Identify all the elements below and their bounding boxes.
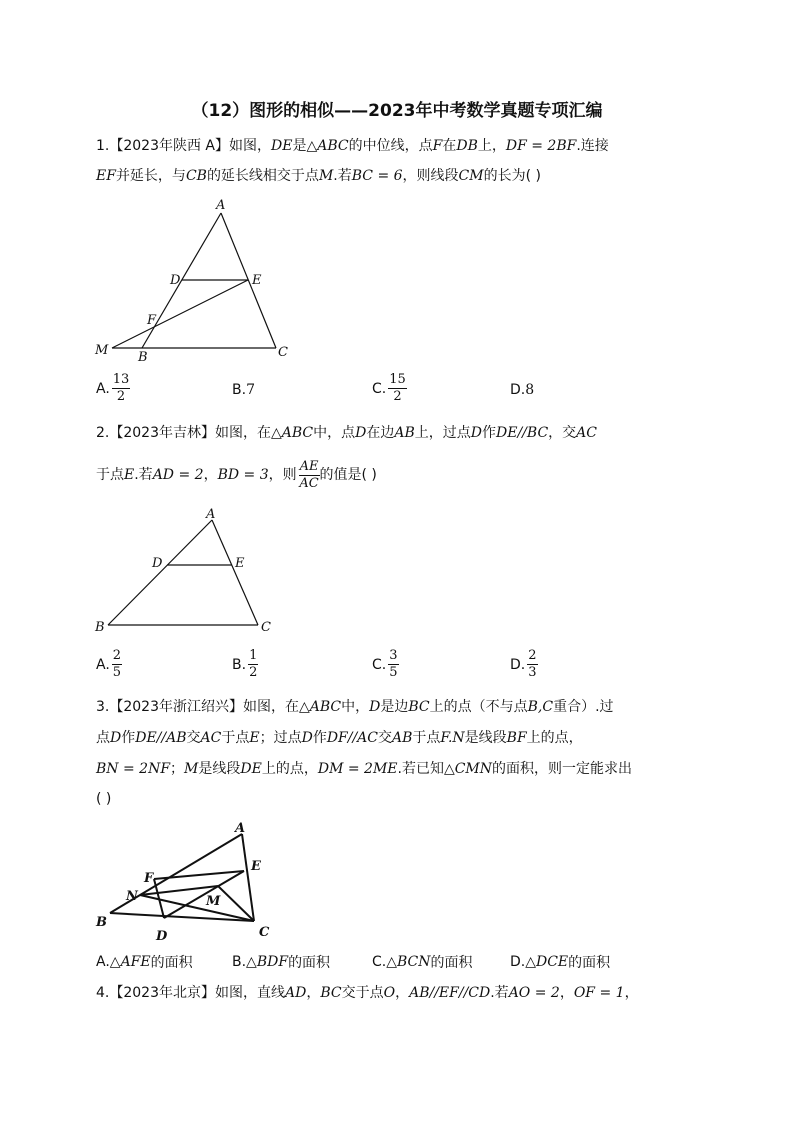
q1-label-e: E [252, 273, 262, 288]
q3-text: 点 [96, 730, 110, 746]
q2-label-c: C [261, 620, 271, 635]
q3-text: 于点 [221, 730, 250, 746]
q3-answer-blank: ( ) [96, 791, 112, 807]
q3-figure [92, 818, 277, 946]
q3-text: ； [170, 761, 185, 777]
q1-math: BC = 6 [351, 168, 403, 184]
q2-text: .若 [134, 467, 153, 483]
option-triangle: DCE [536, 954, 569, 970]
question-2-line-2 [96, 456, 377, 494]
q2-text: ，交 [548, 425, 577, 441]
q3-text: 3.【2023年浙江绍兴】如图，在△ [96, 699, 310, 715]
q3-option-b[interactable] [232, 952, 330, 972]
q1-label-m: M [95, 343, 109, 358]
q3-option-c[interactable] [372, 952, 473, 972]
option-triangle: AFE [120, 954, 151, 970]
q3-math: BN = 2NF [96, 761, 171, 777]
q3-side-ac [242, 834, 254, 921]
q3-math: F.N [440, 730, 465, 746]
option-letter: B. [232, 382, 247, 398]
q1-text: 在 [442, 138, 457, 154]
q3-label-f: F [144, 871, 154, 886]
denominator: AC [299, 475, 319, 491]
q2-side-ac [212, 520, 258, 625]
q2-math: BD = 3 [217, 467, 269, 483]
option-triangle: BDF [256, 954, 289, 970]
q2-text: 作 [482, 425, 497, 441]
fraction [388, 648, 398, 681]
q2-math: D [470, 425, 483, 441]
q1-math: DE [271, 138, 293, 154]
q4-text: 4.【2023年北京】如图，直线 [96, 985, 285, 1001]
ratio-fraction [299, 459, 320, 492]
q3-math: BF [506, 730, 527, 746]
question-3-line-3 [96, 759, 632, 779]
q2-math: AD = 2 [152, 467, 204, 483]
q4-math: BC [320, 985, 342, 1001]
q3-segment-mc [218, 886, 254, 921]
q3-label-m: M [206, 894, 221, 909]
question-4-line-1 [96, 983, 639, 1003]
option-letter: D. [510, 382, 526, 398]
option-letter: D.△ [510, 954, 536, 970]
q3-math: ABC [309, 699, 342, 715]
fraction [112, 372, 131, 405]
q4-math: O [383, 985, 396, 1001]
q3-option-a[interactable] [96, 952, 193, 972]
q3-text: 中， [341, 699, 370, 715]
numerator: 3 [389, 648, 398, 663]
q3-math: BC [408, 699, 430, 715]
q2-option-b[interactable] [232, 648, 258, 681]
q1-math: CB [185, 168, 207, 184]
q3-text: 是线段 [464, 730, 507, 746]
numerator: 2 [112, 648, 122, 663]
q2-text: 2.【2023年吉林】如图，在△ [96, 425, 282, 441]
q3-math: AC [200, 730, 222, 746]
q1-math: DB [456, 138, 478, 154]
q3-segment-de [164, 871, 244, 918]
q1-option-a[interactable] [96, 372, 130, 405]
q3-math: CMN [454, 761, 493, 777]
q1-option-b[interactable] [232, 382, 255, 398]
option-tail: 的面积 [430, 955, 473, 971]
denominator: 5 [389, 665, 398, 680]
q3-text: 是线段 [198, 761, 241, 777]
q1-text: 上， [477, 138, 506, 154]
q2-option-d[interactable] [510, 648, 538, 681]
q4-math: AD [285, 985, 307, 1001]
page-title: （12）图形的相似——2023年中考数学真题专项汇编 [191, 101, 603, 121]
question-1-line-2 [96, 166, 541, 186]
option-letter: C. [372, 380, 387, 397]
q3-option-d[interactable] [510, 952, 610, 972]
q2-label-a: A [206, 507, 216, 522]
option-tail: 的面积 [150, 955, 193, 971]
q1-math: DF = 2BF [505, 138, 577, 154]
option-letter: C.△ [372, 954, 397, 970]
option-value: 7 [246, 382, 255, 398]
q1-math: F [432, 138, 443, 154]
q1-figure [90, 198, 300, 363]
q3-math: DE//AB [135, 730, 187, 746]
q1-text: .连接 [576, 138, 609, 154]
q3-label-b: B [96, 915, 107, 930]
option-letter: A. [96, 656, 110, 673]
q2-math: ABC [281, 425, 314, 441]
option-value: 8 [525, 382, 535, 398]
question-3-line-4 [96, 789, 111, 809]
q2-option-c[interactable] [372, 648, 399, 681]
option-letter: B. [232, 656, 247, 673]
q3-text: 于点 [412, 730, 441, 746]
option-letter: A.△ [96, 954, 121, 970]
question-1-line-1 [96, 136, 609, 156]
option-letter: C. [372, 656, 387, 673]
q1-label-a: A [216, 198, 226, 213]
denominator: 2 [116, 389, 126, 404]
q2-text: 于点 [96, 467, 124, 483]
q3-text: 是边 [380, 699, 409, 715]
q2-math: AB [394, 425, 415, 441]
q3-text: 作 [312, 730, 327, 746]
q2-label-b: B [95, 620, 105, 635]
q4-text: ， [559, 985, 574, 1001]
q1-option-d[interactable] [510, 382, 534, 398]
q2-math: D [355, 425, 367, 441]
q3-label-c: C [259, 925, 270, 940]
q1-math: ABC [317, 138, 349, 154]
q3-math: DM = 2ME [317, 761, 398, 777]
q3-math: D [110, 730, 122, 746]
q3-text: 上的点， [526, 730, 583, 746]
question-3-line-2 [96, 728, 583, 748]
denominator: 2 [249, 665, 258, 680]
q1-text: ，则线段 [402, 168, 459, 184]
q1-segment-me [112, 280, 248, 348]
q2-label-d: D [152, 556, 163, 571]
q4-text: ， [395, 985, 410, 1001]
q1-text: 是△ [292, 138, 318, 154]
option-tail: 的面积 [568, 955, 611, 971]
q2-math: DE//BC [496, 425, 549, 441]
q1-math: EF [96, 168, 116, 184]
numerator: 1 [249, 648, 258, 663]
q3-text: ；过点 [259, 730, 302, 746]
option-tail: 的面积 [288, 955, 331, 971]
q2-figure [90, 505, 290, 640]
q1-math: M [318, 168, 334, 184]
q4-math: AB//EF//CD [409, 985, 491, 1001]
q2-text: ， [203, 467, 218, 483]
q1-text: 并延长，与 [115, 168, 186, 184]
question-2-line-1 [96, 423, 597, 443]
q3-text: 上的点， [261, 761, 318, 777]
q3-text: 交 [186, 730, 201, 746]
fraction [388, 372, 407, 405]
q2-text: ，则 [268, 467, 297, 483]
q3-math: DE [240, 761, 262, 777]
q3-math: D [369, 699, 381, 715]
q1-math: CM [458, 168, 484, 184]
option-letter: A. [96, 380, 110, 397]
q3-math: AB [392, 730, 413, 746]
q1-label-c: C [278, 345, 288, 360]
q1-label-f: F [147, 313, 157, 328]
q3-math: DF//AC [326, 730, 379, 746]
denominator: 3 [528, 665, 537, 680]
q3-label-n: N [126, 889, 138, 904]
q3-label-a: A [235, 821, 246, 836]
q4-math: AO = 2 [508, 985, 560, 1001]
q4-math: OF = 1 [573, 985, 625, 1001]
q2-text: 在边 [366, 425, 395, 441]
q3-math: D [301, 730, 313, 746]
q4-text: ， [306, 985, 321, 1001]
q1-text: 1.【2023年陕西 A】如图， [96, 138, 272, 154]
fraction [112, 648, 122, 681]
q3-text: 交 [378, 730, 393, 746]
fraction [527, 648, 537, 681]
q1-text: 的中位线，点 [348, 138, 433, 154]
q4-text: ， [624, 985, 639, 1001]
q3-math: E [249, 730, 260, 746]
q1-option-c[interactable] [372, 372, 407, 405]
q4-text: 交于点 [341, 985, 384, 1001]
numerator: 13 [112, 372, 130, 387]
q3-text: 的面积，则一定能求出 [492, 761, 633, 777]
q4-text: .若 [490, 985, 509, 1001]
denominator: 2 [393, 389, 402, 404]
q3-label-e: E [251, 859, 261, 874]
q3-text: 上的点（不与点 [429, 699, 528, 715]
denominator: 5 [112, 665, 122, 680]
q3-label-d: D [156, 929, 168, 944]
q2-option-a[interactable] [96, 648, 122, 681]
q2-math: E [124, 467, 135, 483]
q1-text: 的延长线相交于点 [206, 168, 319, 184]
q2-text: 上，过点 [414, 425, 471, 441]
option-letter: B.△ [232, 954, 257, 970]
q3-text: 重合）.过 [553, 699, 614, 715]
numerator: 2 [528, 648, 537, 663]
q1-label-b: B [138, 350, 148, 365]
fraction [248, 648, 258, 681]
q2-text: 的值是( ) [319, 467, 377, 483]
q2-side-ab [108, 520, 212, 625]
q2-label-e: E [235, 556, 245, 571]
q1-text: .若 [333, 168, 352, 184]
q2-text: 中，点 [313, 425, 356, 441]
q2-math: AC [576, 425, 597, 441]
q3-math: B,C [527, 699, 554, 715]
q1-label-d: D [170, 273, 181, 288]
q3-math: M [184, 761, 199, 777]
question-3-line-1 [96, 697, 614, 717]
option-letter: D. [510, 656, 526, 673]
q3-text: .若已知△ [397, 761, 455, 777]
q1-text: 的长为( ) [483, 168, 541, 184]
numerator: AE [299, 458, 319, 474]
q3-text: 作 [121, 730, 136, 746]
option-triangle: BCN [397, 954, 431, 970]
numerator: 15 [389, 372, 406, 387]
